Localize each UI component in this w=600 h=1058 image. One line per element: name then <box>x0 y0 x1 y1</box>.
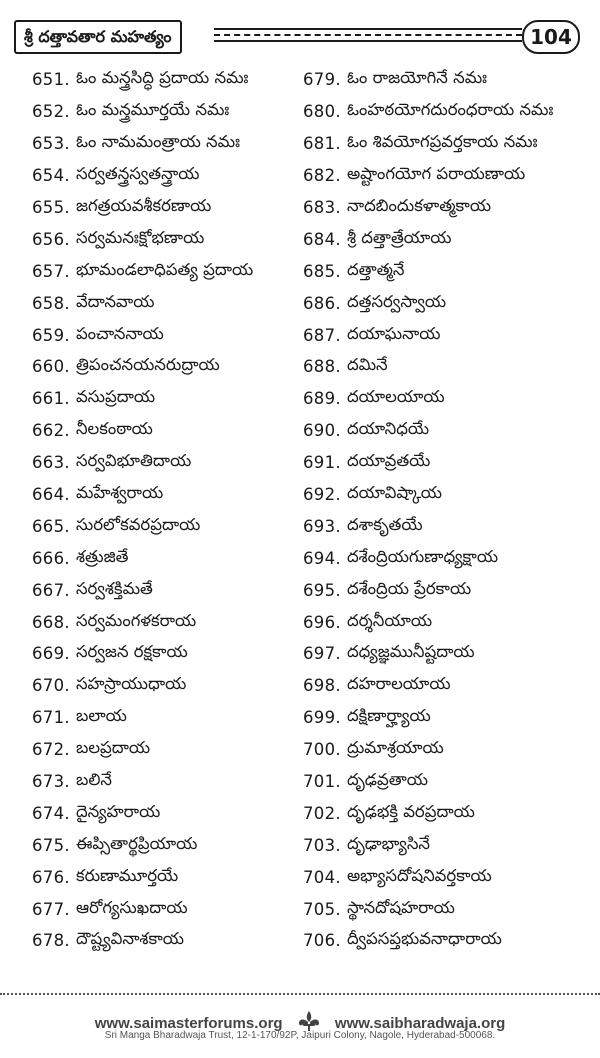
entry-name: ద్వీపసప్తభువనాధారాయ <box>346 929 502 949</box>
entry-number: 657. <box>32 261 70 281</box>
name-entry <box>32 734 300 766</box>
name-entry <box>32 319 300 351</box>
entry-number: 678. <box>32 931 70 951</box>
entry-number: 705. <box>303 899 341 919</box>
entry-name: దృఢవ్రతాయ <box>346 770 428 790</box>
entry-name: ఓం మన్త్రసిద్ధి ప్రదాయ నమః <box>75 68 249 88</box>
entry-number: 656. <box>32 229 70 249</box>
entry-number: 662. <box>32 421 70 441</box>
entry-number: 676. <box>32 867 70 887</box>
entry-name: అభ్యాసదోషనివర్తకాయ <box>346 865 492 885</box>
entry-number: 700. <box>303 740 341 760</box>
entry-name: శ్రీ దత్తాత్రేయాయ <box>346 227 452 247</box>
entry-number: 667. <box>32 580 70 600</box>
entry-number: 677. <box>32 899 70 919</box>
entry-name: సర్వతన్త్రస్వతన్త్రాయ <box>75 164 200 184</box>
entry-name: దధ్యజ్ఞమునీష్టదాయ <box>346 642 475 662</box>
name-entry <box>303 734 593 766</box>
name-entry <box>32 606 300 638</box>
page-footer <box>0 1004 600 1054</box>
entry-name: దృఢభక్తి వరప్రదాయ <box>346 801 475 821</box>
entry-number: 693. <box>303 516 341 536</box>
name-entry <box>303 510 593 542</box>
entry-number: 703. <box>303 835 341 855</box>
entry-number: 670. <box>32 676 70 696</box>
entry-name: బలినే <box>75 770 113 790</box>
entry-name: ఓం మన్త్రమూర్తయే నమః <box>75 100 230 120</box>
entry-name: దమినే <box>346 355 388 375</box>
name-entry <box>32 574 300 606</box>
footer-link-saimasterforums[interactable]: www.saimasterforums.org <box>94 1015 283 1032</box>
name-entry <box>32 766 300 798</box>
name-entry <box>32 861 300 893</box>
name-entry <box>32 797 300 829</box>
entry-name: దయానిధయే <box>346 419 430 439</box>
name-entry <box>32 893 300 925</box>
name-entry <box>303 797 593 829</box>
entry-number: 675. <box>32 835 70 855</box>
entry-name: పంచాననాయ <box>75 323 164 343</box>
entry-name: దయావ్రతయే <box>346 451 431 471</box>
entry-name: సర్వమనఃక్షోభణాయ <box>75 227 205 247</box>
entry-number: 680. <box>303 102 341 122</box>
entry-number: 652. <box>32 102 70 122</box>
name-entry <box>303 542 593 574</box>
entry-name: దహరాలయాయ <box>346 674 451 694</box>
entry-name: దౌష్ట్యవినాశకాయ <box>75 929 184 949</box>
entry-number: 669. <box>32 644 70 664</box>
entry-name: సురలోకవరప్రదాయ <box>75 514 201 534</box>
name-entry <box>32 415 300 447</box>
entry-name: దర్శనీయాయ <box>346 610 433 630</box>
header-decorative-rules <box>214 26 522 46</box>
entry-number: 664. <box>32 485 70 505</box>
footer-link-saibharadwaja[interactable]: www.saibharadwaja.org <box>334 1015 506 1032</box>
entry-number: 695. <box>303 580 341 600</box>
entry-name: ఓం శివయోగప్రవర్తకాయ నమః <box>346 132 538 152</box>
entry-number: 687. <box>303 325 341 345</box>
name-entry <box>303 447 593 479</box>
entry-number: 694. <box>303 548 341 568</box>
entry-name: దశేంద్రియగుణాధ్యక్షాయ <box>346 546 499 566</box>
entry-name: ఓంహఠయోగదురంధరాయ నమః <box>346 100 554 120</box>
name-entry <box>303 606 593 638</box>
name-entry <box>303 670 593 702</box>
entries-column-right <box>303 64 593 957</box>
entry-number: 672. <box>32 740 70 760</box>
entry-number: 697. <box>303 644 341 664</box>
name-entry <box>32 160 300 192</box>
entry-number: 681. <box>303 134 341 154</box>
name-entry <box>32 829 300 861</box>
entry-name: నీలకంఠాయ <box>75 419 153 439</box>
entry-name: కరుణామూర్తయే <box>75 865 179 885</box>
entry-number: 655. <box>32 198 70 217</box>
name-entry <box>32 96 300 128</box>
entry-name: ఈప్సితార్థప్రియాయ <box>75 833 198 853</box>
entry-name: దైన్యహరాయ <box>75 801 161 821</box>
entry-name: ద్రుమాశ్రయాయ <box>346 738 444 758</box>
name-entry <box>32 383 300 415</box>
entry-name: ఆరోగ్యసుఖదాయ <box>75 897 188 917</box>
entry-number: 658. <box>32 293 70 313</box>
entry-name: స్థానదోషహరాయ <box>346 897 455 917</box>
name-entry <box>303 255 593 287</box>
entry-number: 666. <box>32 548 70 568</box>
entry-number: 679. <box>303 70 341 90</box>
entry-number: 673. <box>32 772 70 792</box>
entry-name: దయాఘనాయ <box>346 323 441 343</box>
book-title: శ్రీ దత్తావతార మహత్యం <box>14 20 182 54</box>
name-entry <box>32 255 300 287</box>
name-entry <box>303 702 593 734</box>
entry-number: 653. <box>32 134 70 154</box>
name-entry <box>303 383 593 415</box>
entry-name: వేదానవాయ <box>75 291 155 311</box>
entry-name: దయాలయాయ <box>346 387 445 407</box>
name-entry <box>32 128 300 160</box>
entry-name: నాదబిందుకళాత్మకాయ <box>346 196 492 215</box>
name-entry <box>32 479 300 511</box>
entry-name: దత్తాత్మనే <box>346 259 405 279</box>
name-entry <box>303 287 593 319</box>
name-entry <box>32 447 300 479</box>
name-entry <box>303 829 593 861</box>
footer-divider <box>0 993 600 995</box>
name-entry <box>32 702 300 734</box>
name-entry <box>303 574 593 606</box>
name-entry <box>32 287 300 319</box>
name-entry <box>32 925 300 957</box>
entry-name: భూమండలాధిపత్య ప్రదాయ <box>75 259 254 279</box>
entry-number: 696. <box>303 612 341 632</box>
entry-number: 689. <box>303 389 341 409</box>
entry-number: 704. <box>303 867 341 887</box>
entry-name: బలాయ <box>75 706 127 726</box>
entry-number: 660. <box>32 357 70 377</box>
entry-name: జగత్రయవశీకరణాయ <box>75 196 212 215</box>
entry-number: 665. <box>32 516 70 536</box>
entry-number: 674. <box>32 803 70 823</box>
name-entry <box>32 351 300 383</box>
entry-number: 706. <box>303 931 341 951</box>
entry-name: అష్టాంగయోగ పరాయణాయ <box>346 164 526 184</box>
entry-number: 688. <box>303 357 341 377</box>
entry-name: సర్వశక్తిమతే <box>75 578 153 598</box>
entry-number: 668. <box>32 612 70 632</box>
entry-name: సర్వవిభూతిదాయ <box>75 451 192 471</box>
name-entry <box>303 893 593 925</box>
name-entry <box>303 223 593 255</box>
entry-name: సహస్రాయుధాయ <box>75 674 187 694</box>
page-number: 104 <box>522 20 580 54</box>
name-entry <box>303 160 593 192</box>
entry-number: 702. <box>303 803 341 823</box>
entry-number: 684. <box>303 229 341 249</box>
entry-number: 654. <box>32 166 70 186</box>
name-entry <box>303 319 593 351</box>
entry-number: 682. <box>303 166 341 186</box>
entry-name: సర్వమంగళకరాయ <box>75 610 197 630</box>
entry-number: 701. <box>303 772 341 792</box>
entry-name: దక్షిణార్హ్యాయ <box>346 706 431 726</box>
name-entry <box>32 510 300 542</box>
name-entry <box>303 925 593 957</box>
entry-number: 691. <box>303 453 341 473</box>
entry-name: దయావిష్కాయ <box>346 483 443 503</box>
entry-name: ఓం నామమంత్రాయ నమః <box>75 132 240 152</box>
entry-number: 699. <box>303 708 341 728</box>
entry-name: దశేంద్రియ ప్రేరకాయ <box>346 578 472 598</box>
name-entry <box>32 192 300 224</box>
name-entry <box>303 415 593 447</box>
entry-number: 683. <box>303 198 341 217</box>
entry-name: వసుప్రదాయ <box>75 387 156 407</box>
entry-name: శత్రుజితే <box>75 546 129 566</box>
entry-name: త్రిపంచనయనరుద్రాయ <box>75 355 220 375</box>
entry-name: దృఢాభ్యాసినే <box>346 833 430 853</box>
entry-name: సర్వజన రక్షకాయ <box>75 642 188 662</box>
entry-number: 659. <box>32 325 70 345</box>
entry-number: 698. <box>303 676 341 696</box>
name-entry <box>303 638 593 670</box>
name-entry <box>303 96 593 128</box>
name-entry <box>303 192 593 224</box>
name-entry <box>32 223 300 255</box>
entry-name: బలప్రదాయ <box>75 738 151 758</box>
entry-name: మహేశ్వరాయ <box>75 483 164 503</box>
name-entry <box>303 766 593 798</box>
footer-address: Sri Manga Bharadwaja Trust, 12-1-170/92P, Jaipuri Colony, Nagole, Hyderabad-500068. <box>104 1030 496 1041</box>
page-header <box>14 20 580 54</box>
entry-number: 651. <box>32 70 70 90</box>
entry-number: 692. <box>303 485 341 505</box>
entry-number: 661. <box>32 389 70 409</box>
name-entry <box>32 64 300 96</box>
entry-name: దశాకృతయే <box>346 514 423 534</box>
entry-name: దత్తసర్వస్వాయ <box>346 291 447 311</box>
entry-number: 671. <box>32 708 70 728</box>
name-entry <box>32 638 300 670</box>
entry-number: 690. <box>303 421 341 441</box>
entry-number: 685. <box>303 261 341 281</box>
name-entry <box>32 670 300 702</box>
name-entry <box>303 479 593 511</box>
entry-number: 663. <box>32 453 70 473</box>
name-entry <box>303 64 593 96</box>
name-entry <box>32 542 300 574</box>
entry-number: 686. <box>303 293 341 313</box>
name-entry <box>303 861 593 893</box>
name-entry <box>303 128 593 160</box>
name-entry <box>303 351 593 383</box>
entries-column-left <box>32 64 300 957</box>
entry-name: ఓం రాజయోగినే నమః <box>346 68 488 88</box>
